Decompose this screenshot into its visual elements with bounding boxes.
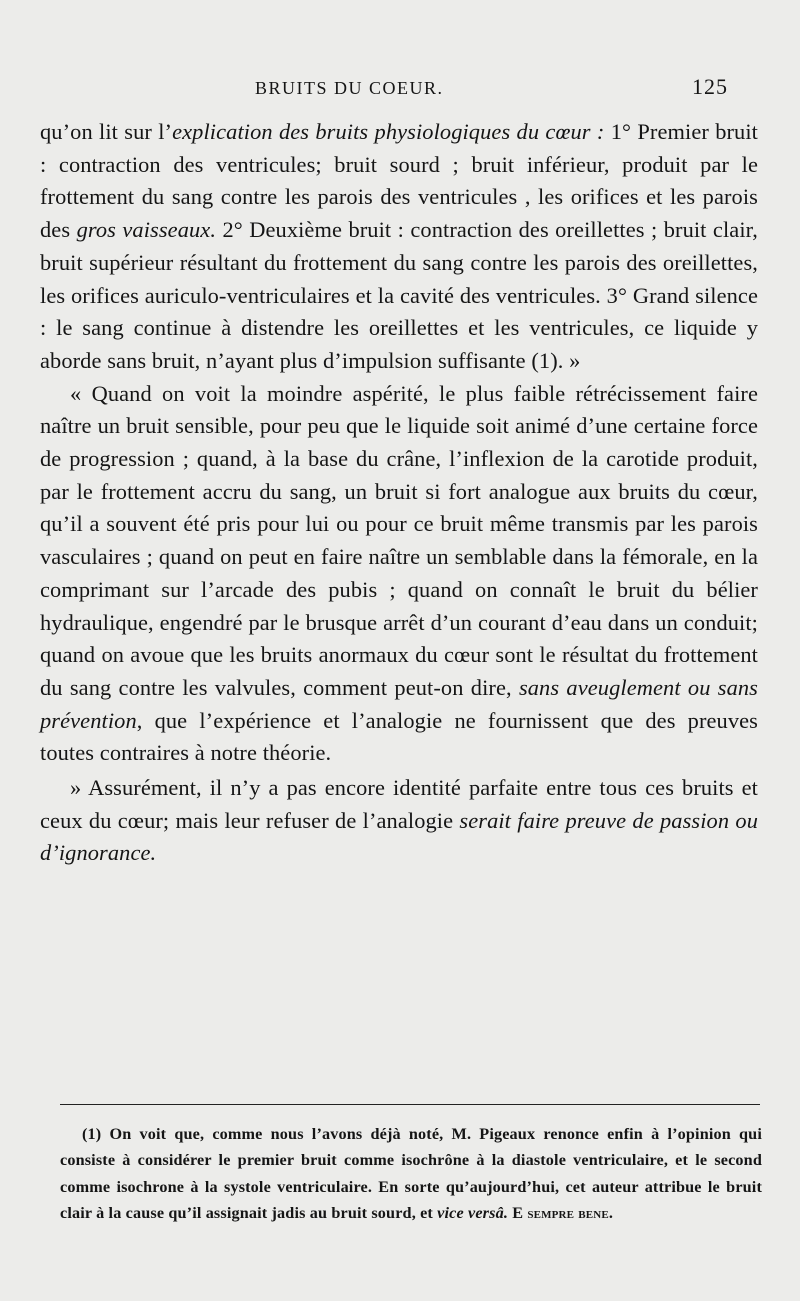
paragraph-3-text: » Assurément, il n’y a pas encore identité parfaite entre tous ces bruits et ceux du cœur; mais leur refuser de l’analogie — [40, 775, 758, 833]
paragraph-2-text: , que l’expérience et l’analogie ne fournissent que des preuves toutes contraires à notre théorie. — [40, 707, 758, 766]
footnote-paragraph — [60, 1121, 762, 1226]
paragraph-1-text: 2° Deuxième bruit : contraction des oreillettes ; bruit clair, bruit supérieur résultant du frottement du sang contre les parois des oreillettes, les orifices auriculo-ventriculaires et la cavité des ventricules. 3° Grand silence : le sang continue à distendre les oreillettes et les ventricules, ce liquide y aborde sans bruit, n’ayant plus d’impulsion suffisante (1). » — [40, 217, 758, 373]
main-text — [40, 116, 758, 870]
page-number: 125 — [692, 74, 728, 99]
paragraph-2-italic: sans aveuglement ou sans prévention — [40, 674, 758, 733]
paragraph-3-italic: serait faire preuve de passion ou d’ignorance. — [40, 807, 758, 866]
paragraph-1-text: qu’on lit sur l’ — [40, 119, 173, 144]
paragraph-1-italic: gros vaisseaux. — [76, 217, 217, 243]
footnote-text: E — [508, 1203, 528, 1222]
paragraph-3 — [40, 772, 758, 870]
paragraph-1-italic: explication des bruits physiologiques du cœur : — [172, 119, 605, 144]
footnote-text: (1) On voit que, comme nous l’avons déjà noté, M. Pigeaux renonce enfin à l’opinion qui consiste à considérer le premier bruit comme isochrône à la diastole ventriculaire, et le second comme isochrone à la systole ventriculaire. En sorte qu’aujourd’hui, cet auteur attribue le bruit clair à la cause qu’il assignait jadis au bruit sourd, et — [60, 1125, 762, 1222]
footnote-smallcaps: sempre bene. — [527, 1203, 614, 1222]
running-title: BRUITS DU COEUR. — [255, 78, 444, 98]
paragraph-2-text: « Quand on voit la moindre aspérité, le plus faible rétrécissement faire naître un bruit sensible, pour peu que le liquide soit animé d’une certaine force de progression ; quand, à la base du crâne, l’inflexion de la carotide produit, par le frottement accru du sang, un bruit si fort analogue aux bruits du cœur, qu’il a souvent été pris pour lui ou pour ce bruit même transmis par les parois vasculaires ; quand on peut en faire naître un semblable dans la fémorale, en la comprimant sur l’arcade des pubis ; quand on connaît le bruit du bélier hydraulique, engendré par le brusque arrêt d’un courant d’eau dans un conduit; quand on avoue que les bruits anormaux du cœur sont le résultat du frottement du sang contre les valvules, comment peut-on dire, — [40, 380, 758, 700]
footnote — [60, 1121, 762, 1226]
paragraph-1-text: 1° Premier bruit : contraction des ventricules; bruit sourd ; bruit inférieur, produit par le frottement du sang contre les parois des ventricules , les orifices et les parois des — [40, 119, 758, 243]
page-header — [40, 74, 728, 104]
footnote-separator — [60, 1104, 760, 1105]
paragraph-1 — [40, 116, 758, 378]
paragraph-2 — [40, 378, 758, 770]
footnote-italic: vice versâ. — [437, 1203, 509, 1222]
